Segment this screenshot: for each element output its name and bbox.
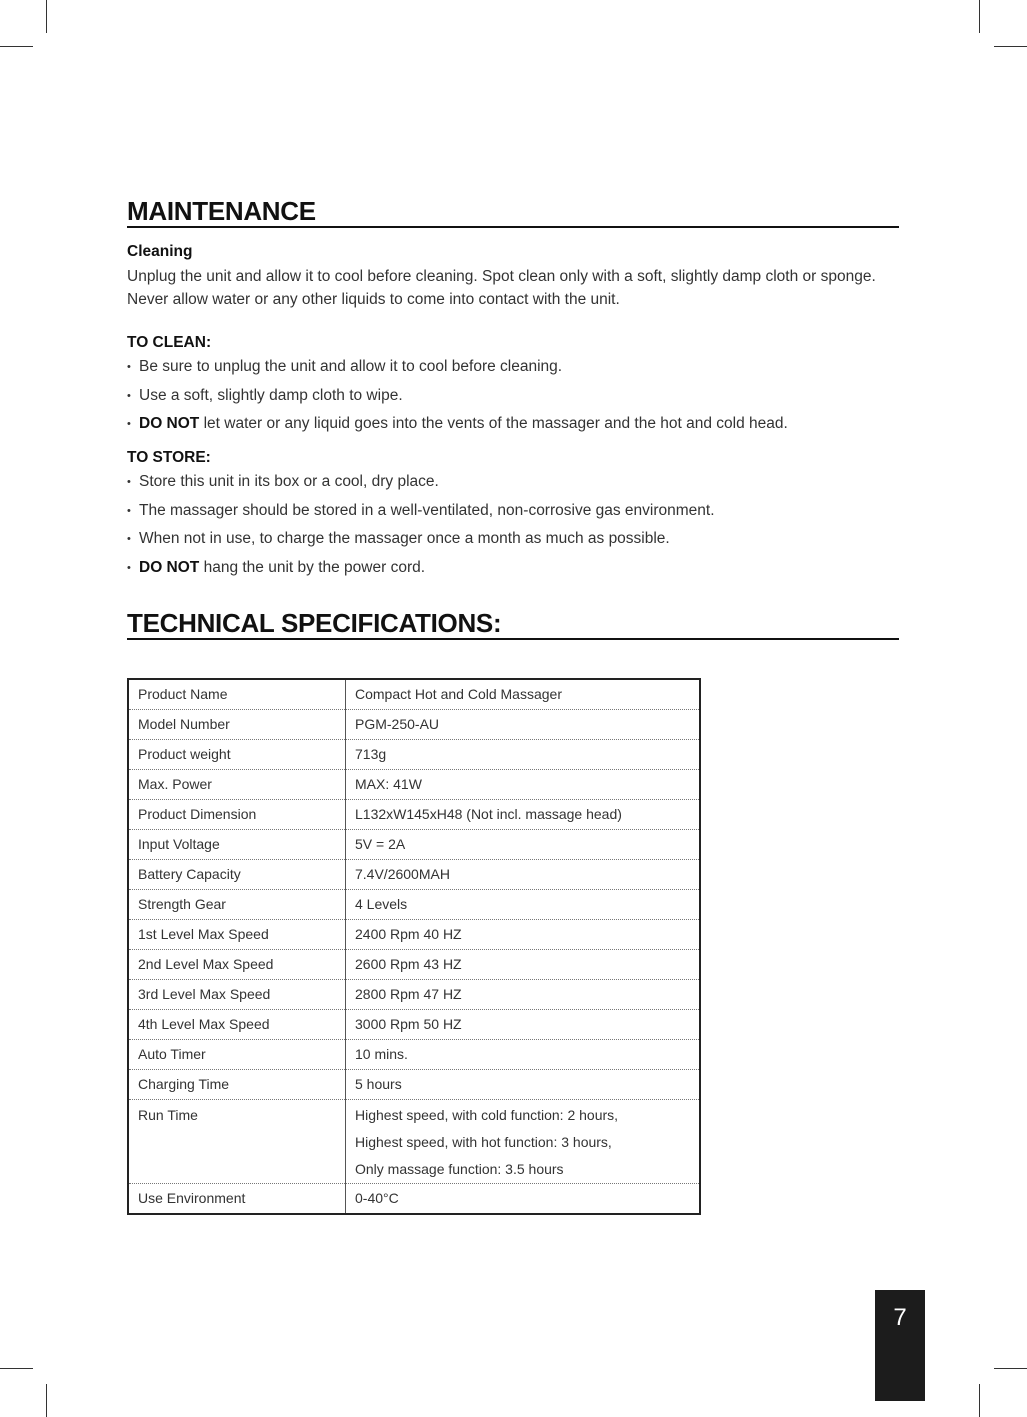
emphasis-text: DO NOT: [139, 558, 200, 576]
emphasis-text: DO NOT: [139, 415, 200, 432]
spec-value-text: Highest speed, with cold function: 2 hours,: [355, 1106, 619, 1123]
table-row: [128, 799, 700, 829]
crop-mark: [979, 0, 980, 33]
crop-mark: [46, 0, 47, 33]
maintenance-title: MAINTENANCE: [127, 196, 899, 228]
spec-value-text: Highest speed, with hot function: 3 hours,: [355, 1133, 612, 1150]
spec-key: [128, 769, 346, 799]
bullet-icon: •: [127, 504, 131, 517]
list-item: [127, 501, 899, 521]
spec-key: [128, 799, 346, 829]
spec-key-text: Product weight: [138, 745, 231, 762]
table-row: [128, 949, 700, 979]
spec-value: [346, 859, 701, 889]
spec-value-text: L132xW145xH48 (Not incl. massage head): [355, 805, 622, 822]
spec-value-text: 10 mins.: [355, 1045, 408, 1062]
list-item: [127, 472, 899, 492]
table-row: [128, 1009, 700, 1039]
table-row: [128, 1099, 700, 1183]
spec-value-text: 713g: [355, 745, 387, 762]
spec-key: [128, 1009, 346, 1039]
spec-key: [128, 1099, 346, 1183]
crop-mark: [994, 1368, 1027, 1369]
spec-value-text: 3000 Rpm 50 HZ: [355, 1015, 462, 1032]
spec-key-text: Run Time: [138, 1106, 198, 1123]
spec-key: [128, 859, 346, 889]
spec-value-text: 2800 Rpm 47 HZ: [355, 985, 462, 1002]
spec-value: [346, 799, 701, 829]
bullet-icon: •: [127, 561, 131, 574]
spec-key: [128, 829, 346, 859]
spec-value: [346, 679, 701, 710]
crop-mark: [0, 1368, 33, 1369]
spec-key: [128, 1183, 346, 1214]
to-store-list: [127, 472, 899, 578]
spec-key-text: 1st Level Max Speed: [138, 925, 269, 942]
cleaning-heading: Cleaning: [127, 243, 193, 260]
spec-key: [128, 889, 346, 919]
spec-key-text: 3rd Level Max Speed: [138, 985, 271, 1002]
page-number: 7: [875, 1290, 925, 1401]
spec-value-text: 7.4V/2600MAH: [355, 865, 450, 882]
table-row: [128, 769, 700, 799]
spec-value-text: 0-40°C: [355, 1189, 399, 1206]
table-row: [128, 739, 700, 769]
bullet-icon: •: [127, 389, 131, 402]
spec-value-text: MAX: 41W: [355, 775, 422, 792]
page-content: [127, 196, 899, 1215]
spec-key-text: Max. Power: [138, 775, 212, 792]
spec-value-text: 4 Levels: [355, 895, 408, 912]
spec-key: [128, 709, 346, 739]
bullet-icon: •: [127, 361, 131, 373]
spec-value: [346, 889, 701, 919]
spec-key: [128, 979, 346, 1009]
crop-mark: [0, 46, 33, 47]
spec-key: [128, 1069, 346, 1099]
to-store-label: TO STORE:: [127, 449, 211, 466]
spec-key-text: Input Voltage: [138, 835, 220, 852]
item-text: hang the unit by the power cord.: [199, 558, 426, 576]
table-row: [128, 889, 700, 919]
table-row: [128, 709, 700, 739]
spec-value: [346, 949, 701, 979]
list-item: [127, 558, 899, 578]
item-text: Store this unit in its box or a cool, dry place.: [139, 473, 439, 490]
item-text: The massager should be stored in a well-ventilated, non-corrosive gas environment.: [139, 501, 715, 519]
crop-mark: [994, 46, 1027, 47]
spec-key-text: Strength Gear: [138, 895, 226, 912]
tech-specs-title: TECHNICAL SPECIFICATIONS:: [127, 608, 899, 640]
spec-key-text: 2nd Level Max Speed: [138, 955, 274, 972]
item-text: Be sure to unplug the unit and allow it to cool before cleaning.: [139, 358, 563, 375]
spec-value: [346, 769, 701, 799]
spec-value: [346, 1039, 701, 1069]
to-clean-label: TO CLEAN:: [127, 334, 212, 351]
spec-key-text: Product Dimension: [138, 805, 257, 822]
spec-value-text: 5 hours: [355, 1075, 402, 1092]
spec-key: [128, 949, 346, 979]
spec-value-text: 5V = 2A: [355, 835, 406, 852]
spec-value: [346, 739, 701, 769]
table-row: [128, 859, 700, 889]
spec-value: [346, 1099, 701, 1183]
table-row: [128, 679, 700, 710]
spec-key: [128, 739, 346, 769]
table-row: [128, 829, 700, 859]
cleaning-text: Unplug the unit and allow it to cool before cleaning. Spot clean only with a soft, slightly damp cloth or sponge. Never allow water or any other liquids to come into contact with the unit.: [127, 268, 876, 308]
spec-value: [346, 829, 701, 859]
spec-key-text: Battery Capacity: [138, 865, 241, 882]
spec-value: [346, 1069, 701, 1099]
crop-mark: [46, 1384, 47, 1417]
spec-value: [346, 709, 701, 739]
to-clean-list: [127, 357, 899, 434]
spec-key: [128, 919, 346, 949]
table-row: [128, 919, 700, 949]
bullet-icon: •: [127, 476, 131, 488]
item-text: Use a soft, slightly damp cloth to wipe.: [139, 386, 403, 404]
list-item: [127, 386, 899, 406]
spec-value: [346, 1009, 701, 1039]
spec-value: [346, 919, 701, 949]
spec-key: [128, 679, 346, 710]
list-item: [127, 357, 899, 377]
list-item: [127, 414, 899, 434]
spec-key-text: Use Environment: [138, 1189, 246, 1206]
spec-value-text: PGM-250-AU: [355, 715, 440, 732]
table-row: [128, 1039, 700, 1069]
bullet-icon: •: [127, 418, 131, 430]
spec-value-text: 2600 Rpm 43 HZ: [355, 955, 462, 972]
list-item: [127, 529, 899, 549]
spec-value-text: 2400 Rpm 40 HZ: [355, 925, 462, 942]
crop-mark: [979, 1384, 980, 1417]
spec-key-text: Product Name: [138, 685, 228, 702]
spec-value-text: Only massage function: 3.5 hours: [355, 1160, 564, 1177]
spec-key-text: 4th Level Max Speed: [138, 1015, 270, 1032]
bullet-icon: •: [127, 533, 131, 545]
spec-table: [127, 678, 701, 1215]
table-row: [128, 1069, 700, 1099]
table-row: [128, 1183, 700, 1214]
spec-key-text: Charging Time: [138, 1075, 230, 1092]
spec-key: [128, 1039, 346, 1069]
spec-key-text: Auto Timer: [138, 1045, 206, 1062]
spec-value: [346, 979, 701, 1009]
spec-value: [346, 1183, 701, 1214]
table-row: [128, 979, 700, 1009]
spec-key-text: Model Number: [138, 715, 230, 732]
item-text: When not in use, to charge the massager once a month as much as possible.: [139, 530, 670, 547]
spec-value-text: Compact Hot and Cold Massager: [355, 685, 562, 702]
item-text: let water or any liquid goes into the vents of the massager and the hot and cold head.: [199, 415, 788, 432]
